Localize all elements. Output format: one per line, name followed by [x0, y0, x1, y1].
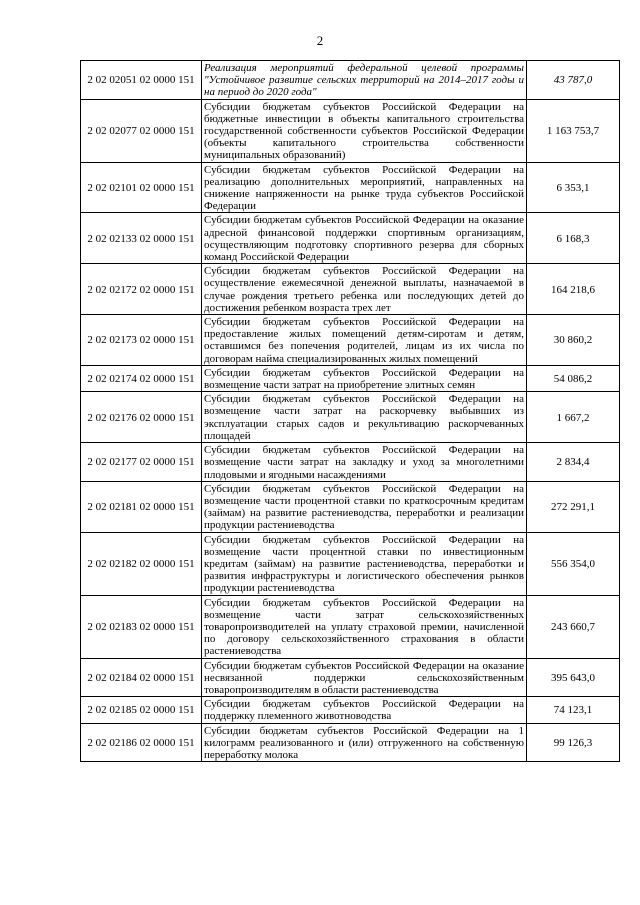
page-number: 2 — [316, 33, 324, 48]
revenue-description-cell: Реализация мероприятий федеральной целевой программы "Устойчивое развитие сельских территорий на 2014–2017 годы и на период до 2020 года" — [202, 61, 527, 100]
table-row — [81, 595, 620, 658]
revenue-code-cell: 2 02 02182 02 0000 151 — [81, 532, 202, 595]
amount-cell: 74 123,1 — [527, 697, 620, 723]
revenue-code-cell: 2 02 02186 02 0000 151 — [81, 723, 202, 762]
revenue-code-cell: 2 02 02174 02 0000 151 — [81, 365, 202, 391]
table-row — [81, 99, 620, 162]
table-row — [81, 697, 620, 723]
revenue-description-cell: Субсидии бюджетам субъектов Российской Федерации на осуществление ежемесячной денежной выплаты, назначаемой в случае рождения третьего ребенка или последующих детей до достижения ребенком возраста трех лет — [202, 264, 527, 315]
revenue-description-cell: Субсидии бюджетам субъектов Российской Федерации на возмещение части затрат на раскорчевку выбывших из эксплуатации старых садов и рекультивацию раскорчеванных площадей — [202, 392, 527, 443]
amount-cell: 556 354,0 — [527, 532, 620, 595]
table-row — [81, 443, 620, 482]
amount-cell: 30 860,2 — [527, 315, 620, 366]
revenue-code-cell: 2 02 02077 02 0000 151 — [81, 99, 202, 162]
revenue-description-cell: Субсидии бюджетам субъектов Российской Федерации на возмещение части процентной ставки по краткосрочным кредитам (займам) на развитие растениеводства, переработки и реализации продукции растениеводства — [202, 481, 527, 532]
revenue-code-cell: 2 02 02185 02 0000 151 — [81, 697, 202, 723]
table-row — [81, 481, 620, 532]
revenue-code-cell: 2 02 02177 02 0000 151 — [81, 443, 202, 482]
amount-cell: 395 643,0 — [527, 658, 620, 697]
revenue-description-cell: Субсидии бюджетам субъектов Российской Федерации на оказание несвязанной поддержки сельскохозяйственным товаропроизводителям в области растениеводства — [202, 658, 527, 697]
revenue-code-cell: 2 02 02181 02 0000 151 — [81, 481, 202, 532]
table-body — [81, 61, 620, 762]
amount-cell: 2 834,4 — [527, 443, 620, 482]
table-row — [81, 315, 620, 366]
amount-cell: 43 787,0 — [527, 61, 620, 100]
amount-cell: 6 353,1 — [527, 162, 620, 213]
revenue-description-cell: Субсидии бюджетам субъектов Российской Федерации на возмещение части затрат на закладку и уход за многолетними плодовыми и ягодными насаждениями — [202, 443, 527, 482]
revenue-description-cell: Субсидии бюджетам субъектов Российской Федерации на 1 килограмм реализованного и (или) отгруженного на собственную переработку молока — [202, 723, 527, 762]
amount-cell: 272 291,1 — [527, 481, 620, 532]
revenue-description-cell: Субсидии бюджетам субъектов Российской Федерации на возмещение части затрат на приобретение элитных семян — [202, 365, 527, 391]
table-row — [81, 365, 620, 391]
amount-cell: 99 126,3 — [527, 723, 620, 762]
revenue-code-cell: 2 02 02183 02 0000 151 — [81, 595, 202, 658]
table-row — [81, 61, 620, 100]
amount-cell: 1 163 753,7 — [527, 99, 620, 162]
revenue-description-cell: Субсидии бюджетам субъектов Российской Федерации на возмещение части процентной ставки по инвестиционным кредитам (займам) на развитие растениеводства, переработки и развития инфраструктуры и логистического обеспечения рынков продукции растениеводства — [202, 532, 527, 595]
table-row — [81, 532, 620, 595]
revenue-description-cell: Субсидии бюджетам субъектов Российской Федерации на поддержку племенного животноводства — [202, 697, 527, 723]
table-row — [81, 392, 620, 443]
table-row — [81, 213, 620, 264]
amount-cell: 164 218,6 — [527, 264, 620, 315]
table-row — [81, 723, 620, 762]
amount-cell: 243 660,7 — [527, 595, 620, 658]
revenue-code-cell: 2 02 02051 02 0000 151 — [81, 61, 202, 100]
revenue-code-cell: 2 02 02101 02 0000 151 — [81, 162, 202, 213]
budget-revenue-table — [80, 60, 620, 762]
revenue-description-cell: Субсидии бюджетам субъектов Российской Федерации на реализацию дополнительных мероприятий, направленных на снижение напряженности на рынке труда субъектов Российской Федерации — [202, 162, 527, 213]
revenue-code-cell: 2 02 02184 02 0000 151 — [81, 658, 202, 697]
revenue-description-cell: Субсидии бюджетам субъектов Российской Федерации на бюджетные инвестиции в объекты капитального строительства государственной собственности субъектов Российской Федерации (объекты капитального строительства собственности муниципальных образований) — [202, 99, 527, 162]
revenue-description-cell: Субсидии бюджетам субъектов Российской Федерации на предоставление жилых помещений детям-сиротам и детям, оставшимся без попечения родителей, лицам из их числа по договорам найма специализированных жилых помещений — [202, 315, 527, 366]
revenue-description-cell: Субсидии бюджетам субъектов Российской Федерации на оказание адресной финансовой поддержки спортивным организациям, осуществляющим подготовку спортивного резерва для сборных команд Российской Федерации — [202, 213, 527, 264]
amount-cell: 54 086,2 — [527, 365, 620, 391]
revenue-code-cell: 2 02 02133 02 0000 151 — [81, 213, 202, 264]
revenue-code-cell: 2 02 02173 02 0000 151 — [81, 315, 202, 366]
revenue-code-cell: 2 02 02172 02 0000 151 — [81, 264, 202, 315]
revenue-description-cell: Субсидии бюджетам субъектов Российской Федерации на возмещение части затрат сельскохозяйственных товаропроизводителей на уплату страховой премии, начисленной по договору сельскохозяйственного страхования в области растениеводства — [202, 595, 527, 658]
table-row — [81, 162, 620, 213]
table-row — [81, 264, 620, 315]
amount-cell: 1 667,2 — [527, 392, 620, 443]
table-row — [81, 658, 620, 697]
revenue-code-cell: 2 02 02176 02 0000 151 — [81, 392, 202, 443]
amount-cell: 6 168,3 — [527, 213, 620, 264]
